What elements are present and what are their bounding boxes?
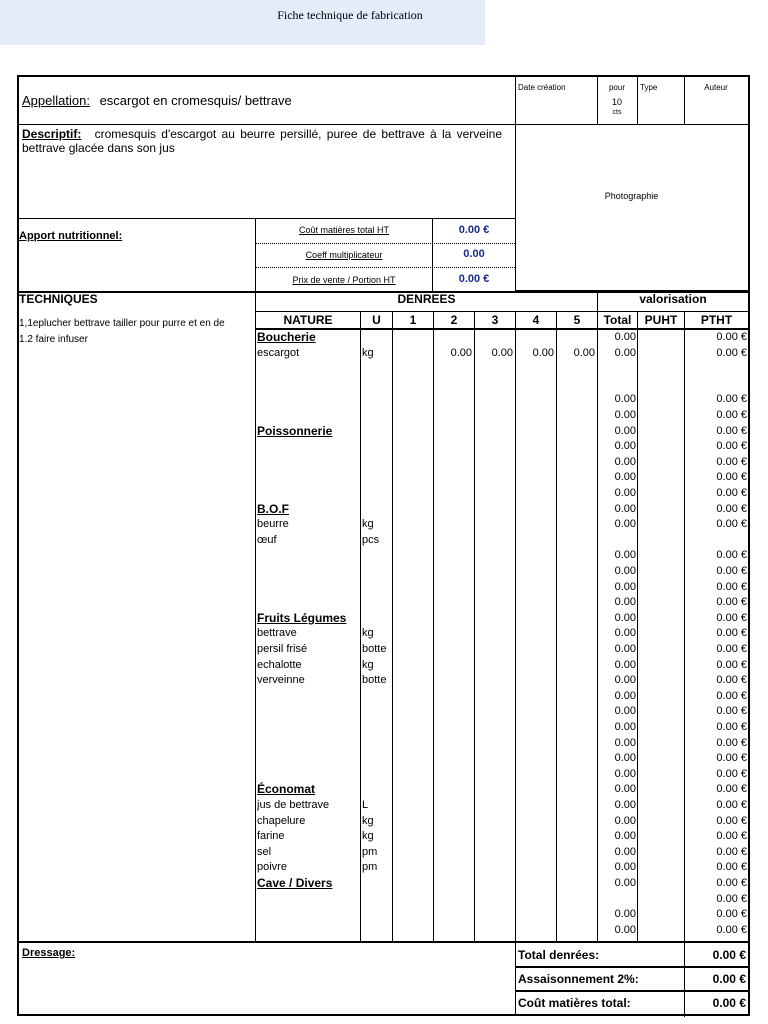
ptht-cell: 0.00 € bbox=[716, 845, 747, 858]
col-4: 4 bbox=[532, 313, 540, 327]
quantity-cell: 0.00 bbox=[450, 346, 472, 359]
ptht-cell: 0.00 € bbox=[716, 596, 747, 609]
ingredient-unit: botte bbox=[362, 643, 387, 655]
ptht-cell: 0.00 € bbox=[716, 689, 747, 702]
ingredient-name: farine bbox=[257, 830, 285, 843]
category-label: Boucherie bbox=[257, 330, 316, 344]
total-cell: 0.00 bbox=[614, 783, 636, 796]
total-cell: 0.00 bbox=[614, 814, 636, 827]
divider-left-right bbox=[515, 75, 516, 292]
divider-4-5 bbox=[556, 311, 557, 943]
total-cell: 0.00 bbox=[614, 331, 636, 343]
ingredient-unit: botte bbox=[362, 674, 387, 687]
ingredient-name: jus de bettrave bbox=[257, 799, 330, 811]
total-cell: 0.00 bbox=[614, 721, 636, 733]
denrees-header: DENREES bbox=[397, 292, 456, 306]
ingredient-unit: pcs bbox=[362, 533, 380, 546]
techniques-header: TECHNIQUES bbox=[19, 292, 98, 306]
price-value: 0.00 € bbox=[458, 273, 490, 285]
appellation-field bbox=[22, 93, 292, 108]
assaisonnement-value: 0.00 € bbox=[712, 972, 746, 986]
ingredient-name: persil frisé bbox=[257, 643, 308, 655]
assaisonnement-label: Assaisonnement 2%: bbox=[518, 972, 639, 986]
ptht-cell: 0.00 € bbox=[716, 799, 747, 811]
descriptif-field bbox=[22, 127, 502, 155]
ingredient-unit: kg bbox=[362, 814, 374, 827]
type-label: Type bbox=[640, 83, 658, 92]
total-cell: 0.00 bbox=[614, 830, 636, 843]
ingredient-unit: kg bbox=[362, 518, 374, 531]
frame-right bbox=[748, 75, 750, 1016]
ptht-cell: 0.00 € bbox=[716, 331, 747, 343]
ptht-cell: 0.00 € bbox=[716, 611, 747, 624]
technique-step: 1.2 faire infuser bbox=[19, 333, 88, 345]
divider-2-3 bbox=[474, 311, 475, 943]
ptht-cell: 0.00 € bbox=[716, 424, 747, 437]
divider-pour-type bbox=[637, 75, 638, 125]
ptht-cell: 0.00 € bbox=[716, 455, 747, 468]
cout-matieres-label: Coût matières total: bbox=[518, 996, 631, 1010]
ptht-cell: 0.00 € bbox=[716, 627, 747, 640]
total-cell: 0.00 bbox=[614, 596, 636, 609]
total-cell: 0.00 bbox=[614, 518, 636, 531]
frame-bottom bbox=[17, 1014, 750, 1016]
ptht-cell: 0.00 € bbox=[716, 767, 747, 780]
ptht-cell: 0.00 € bbox=[716, 471, 747, 484]
row-line-headers-top bbox=[255, 311, 748, 312]
ingredient-name: œuf bbox=[257, 533, 277, 546]
ingredient-name: chapelure bbox=[257, 814, 306, 827]
photo-placeholder: Photographie bbox=[604, 191, 659, 201]
row-line-total-2 bbox=[515, 990, 750, 992]
total-cell: 0.00 bbox=[614, 643, 636, 655]
total-denrees-label: Total denrées: bbox=[518, 948, 600, 962]
ingredient-unit: L bbox=[362, 799, 369, 811]
ptht-cell: 0.00 € bbox=[716, 565, 747, 577]
total-cell: 0.00 bbox=[614, 471, 636, 484]
col-puht: PUHT bbox=[644, 313, 678, 327]
total-cell: 0.00 bbox=[614, 736, 636, 749]
ingredient-unit: kg bbox=[362, 346, 374, 359]
category-label: Cave / Divers bbox=[257, 876, 333, 890]
ptht-cell: 0.00 € bbox=[716, 440, 747, 453]
ingredient-name: bettrave bbox=[257, 627, 297, 640]
page-title: Fiche technique de fabrication bbox=[277, 8, 423, 22]
ptht-cell: 0.00 € bbox=[716, 783, 747, 796]
cost-total-value: 0.00 € bbox=[458, 224, 490, 236]
total-cell: 0.00 bbox=[614, 689, 636, 702]
price-label: Prix de vente / Portion HT bbox=[292, 275, 396, 285]
total-cell: 0.00 bbox=[614, 752, 636, 765]
total-cell: 0.00 bbox=[614, 487, 636, 499]
total-cell: 0.00 bbox=[614, 908, 636, 921]
technique-step: 1,1eplucher bettrave tailler pour purre et en de bbox=[19, 318, 225, 329]
divider-1-2 bbox=[433, 311, 434, 943]
total-cell: 0.00 bbox=[614, 409, 636, 421]
divider-u-1 bbox=[392, 311, 393, 943]
total-cell: 0.00 bbox=[614, 705, 636, 718]
pour-label: pour bbox=[608, 83, 625, 92]
col-2: 2 bbox=[450, 313, 458, 327]
ptht-cell: 0.00 € bbox=[716, 861, 747, 874]
ptht-cell: 0.00 € bbox=[716, 580, 747, 593]
ingredient-unit: pm bbox=[362, 845, 378, 858]
total-cell: 0.00 bbox=[614, 424, 636, 437]
ptht-cell: 0.00 € bbox=[716, 830, 747, 843]
col-1: 1 bbox=[409, 313, 417, 327]
ptht-cell: 0.00 € bbox=[716, 736, 747, 749]
total-cell: 0.00 bbox=[614, 674, 636, 687]
ptht-cell: 0.00 € bbox=[716, 393, 747, 406]
total-cell: 0.00 bbox=[614, 845, 636, 858]
author-label: Auteur bbox=[704, 83, 728, 92]
cost-total-label: Coût matières total HT bbox=[298, 225, 390, 235]
appellation-label: Appellation: bbox=[22, 93, 90, 108]
ptht-cell: 0.00 € bbox=[716, 658, 747, 671]
divider-nature-u bbox=[360, 311, 361, 943]
col-nature: NATURE bbox=[283, 313, 333, 327]
col-total: Total bbox=[603, 313, 632, 327]
valorisation-header: valorisation bbox=[639, 292, 707, 306]
ingredient-unit: pm bbox=[362, 861, 378, 874]
total-cell: 0.00 bbox=[614, 877, 636, 889]
ingredient-name: sel bbox=[257, 845, 272, 858]
appellation-value: escargot en cromesquis/ bettrave bbox=[99, 93, 292, 108]
total-cell: 0.00 bbox=[614, 393, 636, 406]
total-cell: 0.00 bbox=[614, 565, 636, 577]
total-cell: 0.00 bbox=[614, 627, 636, 640]
pour-value: 10 bbox=[611, 97, 622, 107]
divider-dressage-totals bbox=[515, 941, 516, 1016]
total-cell: 0.00 bbox=[614, 580, 636, 593]
ingredient-unit: kg bbox=[362, 830, 374, 843]
row-line-dressage bbox=[17, 941, 750, 943]
dressage-label: Dressage: bbox=[22, 947, 76, 959]
divider-total-puht bbox=[637, 311, 638, 943]
cost-dotted-1 bbox=[256, 243, 515, 244]
ptht-cell: 0.00 € bbox=[716, 409, 747, 421]
frame-top bbox=[17, 75, 750, 77]
ptht-cell: 0.00 € bbox=[716, 518, 747, 531]
total-cell: 0.00 bbox=[614, 799, 636, 811]
ptht-cell: 0.00 € bbox=[716, 487, 747, 499]
total-cell: 0.00 bbox=[614, 861, 636, 874]
total-cell: 0.00 bbox=[614, 549, 636, 562]
techniques-list bbox=[19, 316, 255, 347]
ptht-cell: 0.00 € bbox=[716, 705, 747, 718]
cout-matieres-value: 0.00 € bbox=[712, 996, 746, 1010]
divider-3-4 bbox=[515, 311, 516, 943]
ptht-cell: 0.00 € bbox=[716, 674, 747, 687]
ptht-cell: 0.00 € bbox=[716, 814, 747, 827]
quantity-cell: 0.00 bbox=[573, 346, 595, 359]
total-cell: 0.00 bbox=[614, 440, 636, 453]
pour-unit: cts bbox=[612, 109, 622, 116]
total-denrees-value: 0.00 € bbox=[712, 948, 746, 962]
row-line-appellation bbox=[17, 124, 750, 125]
ingredient-name: escargot bbox=[257, 346, 300, 359]
row-line-descriptif bbox=[17, 218, 515, 219]
row-line-total-1 bbox=[515, 966, 750, 968]
ptht-cell: 0.00 € bbox=[716, 643, 747, 655]
descriptif-text: cromesquis d'escargot au beurre persillé, puree de bettrave à la verveine bettrave glacée dans son jus bbox=[22, 127, 502, 155]
ingredient-name: poivre bbox=[257, 861, 287, 874]
ptht-cell: 0.00 € bbox=[716, 549, 747, 562]
total-cell: 0.00 bbox=[614, 923, 636, 936]
ingredient-unit: kg bbox=[362, 627, 374, 640]
ptht-cell: 0.00 € bbox=[716, 502, 747, 515]
total-cell: 0.00 bbox=[614, 611, 636, 624]
total-cell: 0.00 bbox=[614, 767, 636, 780]
total-cell: 0.00 bbox=[614, 455, 636, 468]
col-3: 3 bbox=[491, 313, 499, 327]
descriptif-label: Descriptif: bbox=[22, 127, 82, 141]
col-5: 5 bbox=[573, 313, 581, 327]
ingredient-unit: kg bbox=[362, 658, 374, 671]
ingredient-name: verveinne bbox=[257, 674, 305, 687]
ptht-cell: 0.00 € bbox=[716, 877, 747, 889]
ptht-cell: 0.00 € bbox=[716, 892, 747, 905]
category-label: Fruits Légumes bbox=[257, 610, 347, 625]
ptht-cell: 0.00 € bbox=[716, 346, 747, 359]
category-label: Poissonnerie bbox=[257, 423, 333, 438]
col-ptht: PTHT bbox=[700, 313, 733, 327]
cost-dotted-2 bbox=[256, 267, 515, 268]
category-label: Économat bbox=[257, 782, 316, 797]
total-cell: 0.00 bbox=[614, 502, 636, 515]
ingredient-name: echalotte bbox=[257, 658, 302, 671]
ptht-cell: 0.00 € bbox=[716, 908, 747, 921]
coeff-label: Coeff multiplicateur bbox=[305, 250, 383, 260]
apport-label: Apport nutritionnel: bbox=[19, 230, 123, 242]
date-label: Date création bbox=[518, 83, 566, 92]
category-label: B.O.F bbox=[257, 501, 289, 516]
quantity-cell: 0.00 bbox=[491, 346, 513, 359]
ingredient-name: beurre bbox=[257, 518, 289, 531]
total-cell: 0.00 bbox=[614, 346, 636, 359]
ptht-cell: 0.00 € bbox=[716, 923, 747, 936]
total-cell: 0.00 bbox=[614, 658, 636, 671]
coeff-value: 0.00 bbox=[463, 248, 485, 260]
frame-left bbox=[17, 75, 19, 1016]
ptht-cell: 0.00 € bbox=[716, 721, 747, 733]
ptht-cell: 0.00 € bbox=[716, 752, 747, 765]
quantity-cell: 0.00 bbox=[532, 346, 554, 359]
col-unit: U bbox=[372, 313, 381, 327]
